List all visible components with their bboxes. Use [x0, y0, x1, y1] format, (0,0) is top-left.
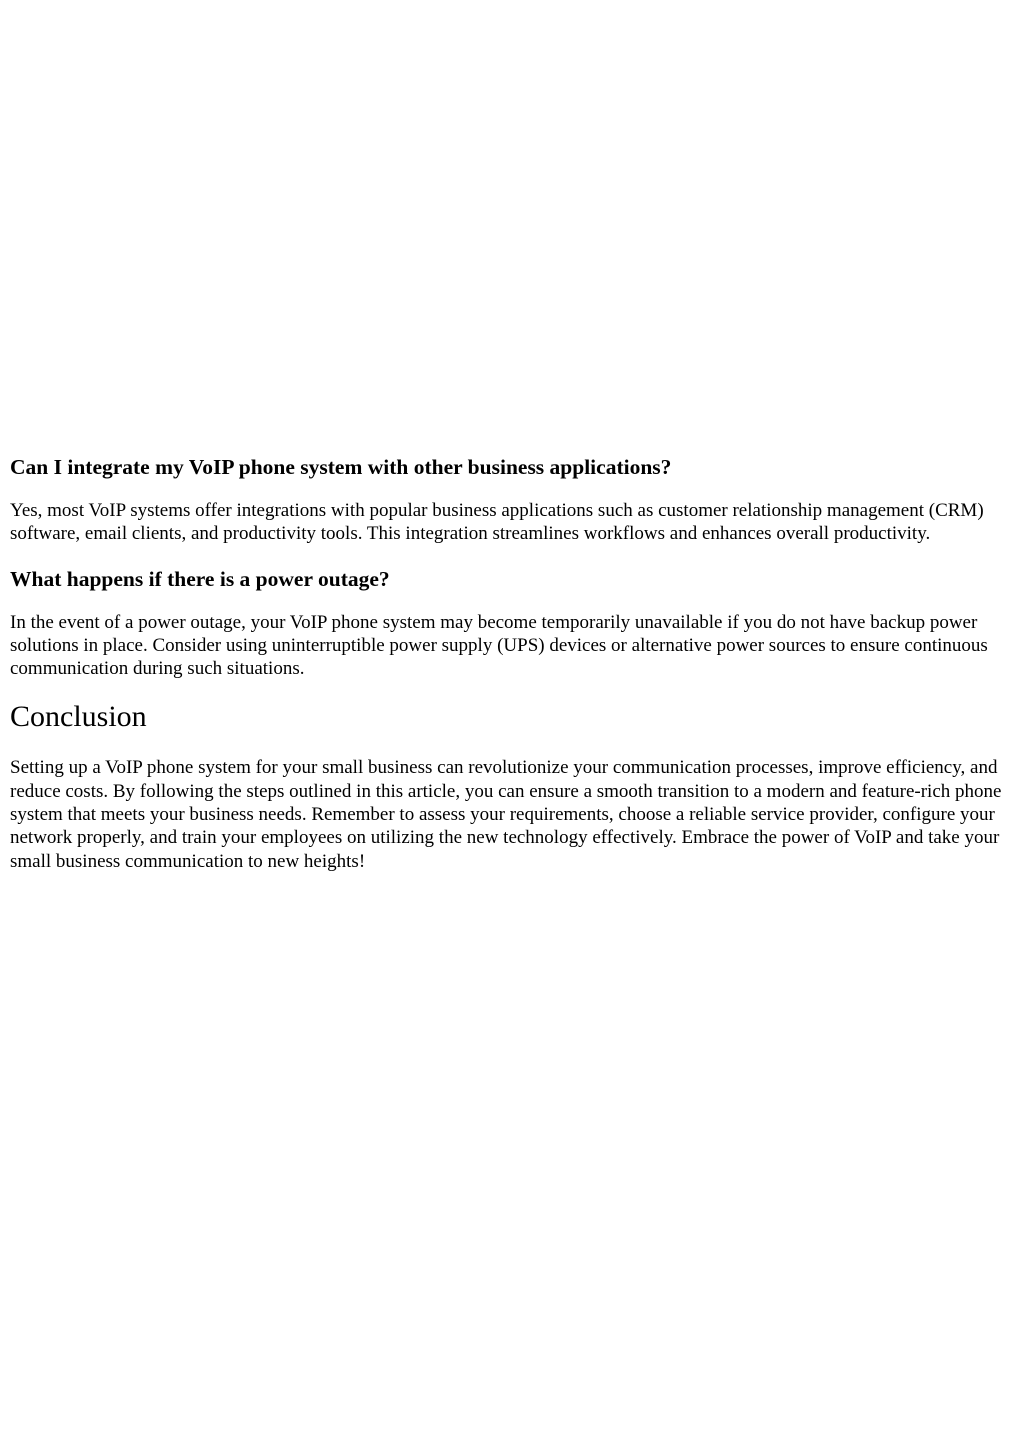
- faq-answer-integration: Yes, most VoIP systems offer integrations with popular business applications such as customer relationship management (CRM) software, email clients, and productivity tools. This integration streamlines workflows and enhances overall productivity.: [10, 500, 984, 545]
- article-content: [10, 450, 1010, 892]
- conclusion-heading: Conclusion: [10, 700, 147, 734]
- conclusion-paragraph: Setting up a VoIP phone system for your small business can revolutionize your communication processes, improve efficiency, and reduce costs. By following the steps outlined in this article, you can ensure a smooth transition to a modern and feature-rich phone system that meets your business needs. Remember to assess your requirements, choose a reliable service provider, configure your network properly, and train your employees on utilizing the new technology effectively. Embrace the power of VoIP and take your small business communication to new heights!: [10, 757, 1002, 872]
- faq-question-integration: Can I integrate my VoIP phone system with other business applications?: [10, 455, 672, 479]
- faq-question-power-outage: What happens if there is a power outage?: [10, 566, 390, 591]
- faq-answer-power-outage: In the event of a power outage, your VoIP phone system may become temporarily unavailable if you do not have backup power solutions in place. Consider using uninterruptible power supply (UPS) devices or alternative power sources to ensure continuous communication during such situations.: [10, 611, 988, 680]
